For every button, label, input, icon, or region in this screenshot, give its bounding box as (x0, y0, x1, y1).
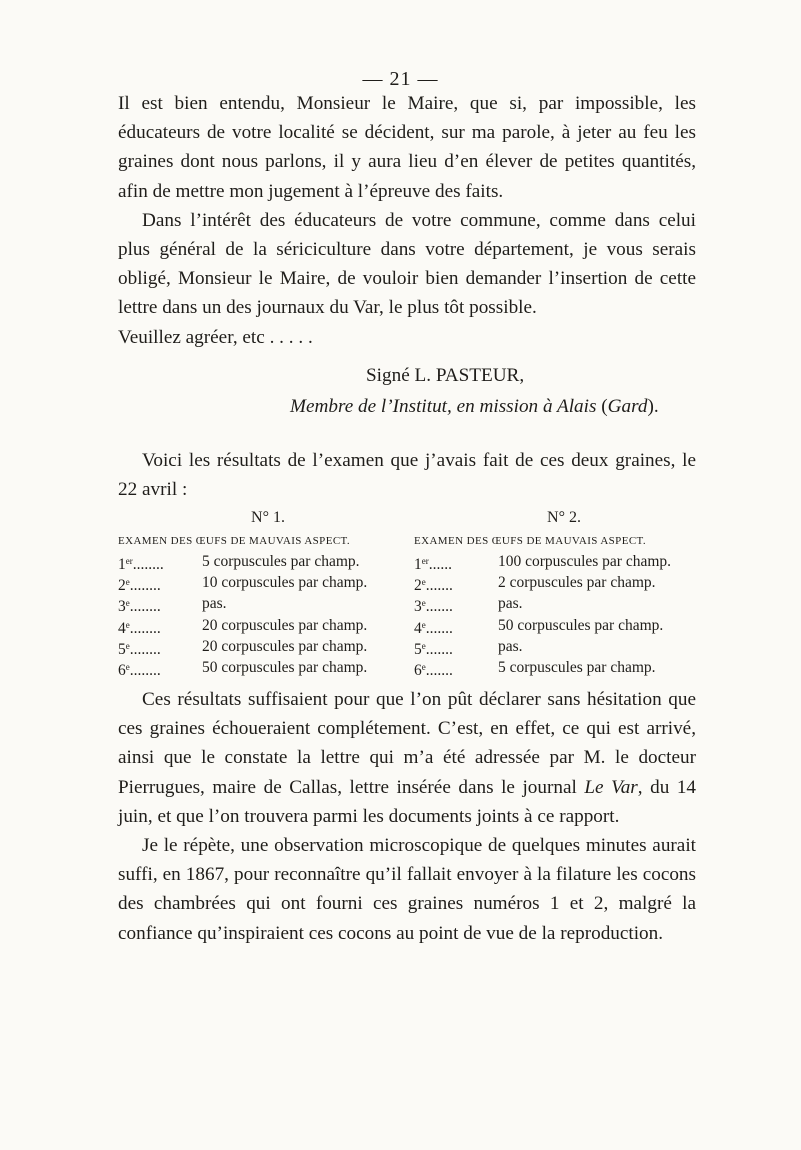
results-intro: Voici les résultats de l’examen que j’avais fait de ces deux graines, le 22 avril : (118, 450, 696, 501)
row-label: 2e....... (414, 577, 453, 595)
signature-place: Gard (607, 396, 648, 417)
table-row (414, 636, 714, 657)
row-value: 20 corpuscules par champ. (202, 616, 368, 634)
paragraph-salutation: Veuillez agréer, etc . . . . . (118, 326, 313, 348)
signature-role: Membre de l’Institut, en mission à Alais (290, 396, 597, 417)
row-label: 3e........ (118, 598, 161, 616)
results-table-2 (414, 509, 714, 678)
row-label: 5e....... (414, 640, 453, 658)
signature-name: Signé L. PASTEUR, (366, 365, 525, 386)
table-number: N° 1. (251, 509, 285, 526)
row-value: pas. (202, 595, 227, 613)
row-value: 100 corpuscules par champ. (498, 553, 672, 570)
letter-body (118, 89, 696, 352)
paragraph-resultats: Ces résultats suffisaient pour que l’on pût déclarer sans hésitation que ces graines échoueraient complétement. C’est, en effet, ce qui est arrivé, ainsi que le constate la lettre qui m’a été adressée par M. le docteur Pierrugues, maire de Callas, lettre insérée dans le journal Le Var, du 14 juin, et que l’on trouvera parmi les documents joints à ce rapport. (118, 689, 697, 827)
results-table-1 (118, 509, 418, 678)
row-label: 1er........ (118, 556, 164, 573)
row-value: pas. (498, 637, 523, 655)
paragraph-repete: Je le répète, une observation microscopique de quelques minutes aurait suffi, en 1867, pour reconnaître qu’il fallait envoyer à la filature les cocons des chambrées qui ont fourni ces graines numéros 1 et 2, malgré la confiance qu’inspiraient ces cocons au point de vue de la reproduction. (118, 835, 696, 944)
row-value: 10 corpuscules par champ. (202, 574, 368, 592)
row-value: 2 corpuscules par champ. (498, 574, 656, 592)
table-row (414, 551, 714, 572)
table-row (118, 572, 418, 593)
paragraph-interet: Dans l’intérêt des éducateurs de votre commune, comme dans celui plus général de la sériciculture dans votre département, je vous serais obligé, Monsieur le Maire, de vouloir bien demander l’insertion de cette lettre dans un des journaux du Var, le plus tôt possible. (118, 209, 696, 319)
table-heading: EXAMEN DES ŒUFS DE MAUVAIS ASPECT. (118, 535, 351, 547)
row-value: 20 corpuscules par champ. (202, 637, 368, 655)
signature-paren-open: ( (596, 396, 608, 417)
row-label: 3e....... (414, 598, 453, 616)
table-row (118, 593, 418, 614)
table-row (118, 657, 418, 678)
conclusion-block (118, 685, 696, 948)
signature-title (290, 392, 659, 421)
row-label: 2e........ (118, 577, 161, 595)
journal-title: Le Var (584, 776, 638, 798)
row-label: 4e........ (118, 619, 161, 637)
table-heading: EXAMEN DES ŒUFS DE MAUVAIS ASPECT. (414, 535, 647, 547)
signature-paren-close: ). (647, 396, 659, 417)
row-label: 4e....... (414, 619, 453, 637)
table-row (414, 615, 714, 636)
table-row (118, 636, 418, 657)
row-value: 50 corpuscules par champ. (498, 616, 664, 634)
row-label: 5e........ (118, 640, 161, 658)
page-number: — 21 — (362, 68, 439, 90)
table-row (414, 572, 714, 593)
row-label: 1er...... (414, 556, 452, 573)
row-value: 5 corpuscules par champ. (498, 658, 656, 676)
table-row (118, 551, 418, 572)
table-row (414, 593, 714, 614)
row-label: 6e........ (118, 661, 161, 679)
row-value: 5 corpuscules par champ. (202, 553, 360, 570)
table-row (414, 657, 714, 678)
row-value: 50 corpuscules par champ. (202, 658, 368, 676)
row-label: 6e....... (414, 661, 453, 679)
paragraph-feu: Il est bien entendu, Monsieur le Maire, que si, par impossible, les éducateurs de votre localité se décident, sur ma parole, à jeter au feu les graines dont nous parlons, il y aura lieu d’en élever de petites quantités, afin de mettre mon jugement à l’épreuve des faits. (118, 93, 696, 202)
row-value: pas. (498, 595, 523, 613)
results-intro-block (118, 446, 696, 504)
table-number: N° 2. (547, 509, 581, 526)
table-row (118, 615, 418, 636)
